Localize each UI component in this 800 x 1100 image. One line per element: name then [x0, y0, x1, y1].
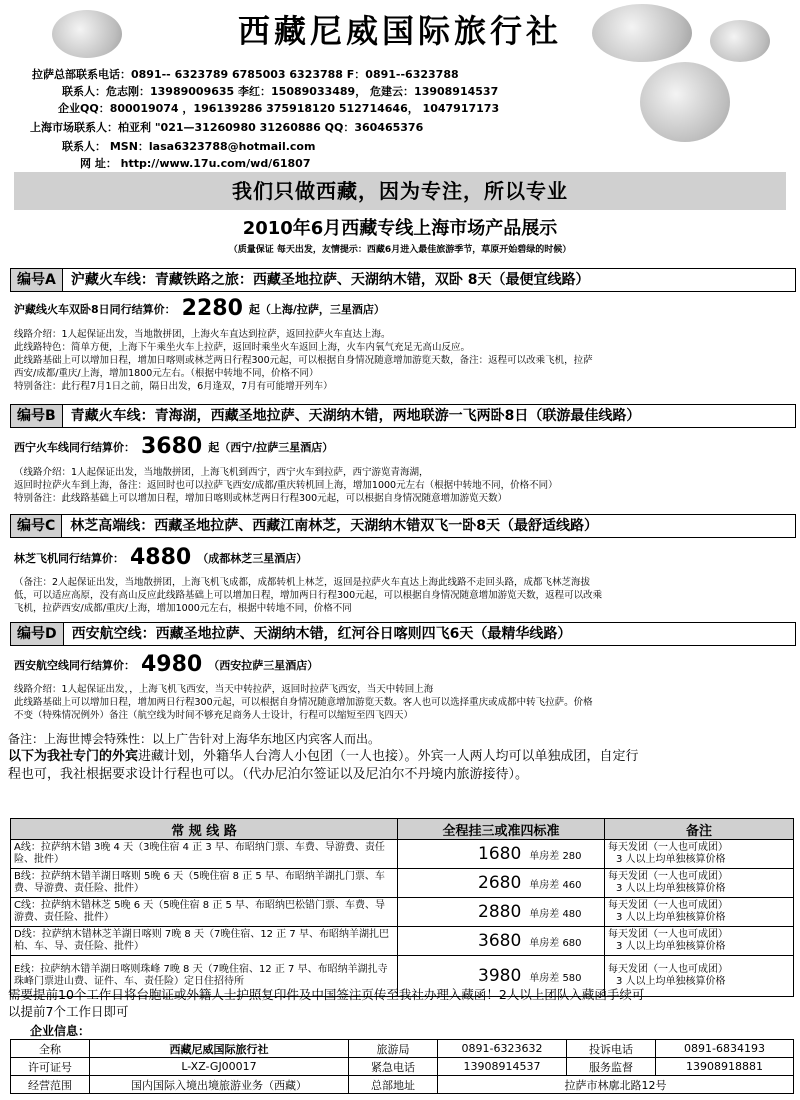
price-label: 西安航空线同行结算价：	[14, 659, 135, 672]
description-line: 线路介绍：1人起保证出发，，上海飞机飞西安，当天中转拉萨，返回时拉萨飞西安，当天中转回上海	[14, 684, 434, 695]
company-row	[11, 1040, 794, 1058]
section-title: 西安航空线：西藏圣地拉萨、天湖纳木错，红河谷日喀则四飞6天（最精华线路）	[71, 626, 572, 642]
note-line: 每天发团（一人也可成团）	[608, 871, 728, 882]
price-label: 沪藏线火车双卧8日同行结算价：	[14, 303, 176, 316]
single-supplement: 单房差 580	[529, 973, 582, 984]
section-header-c	[10, 514, 796, 538]
section-description-d	[14, 683, 790, 722]
field-value: 西藏尼威国际旅行社	[90, 1040, 349, 1058]
price-line-d	[14, 652, 318, 677]
company-heading: 企业信息：	[30, 1024, 91, 1038]
column-header: 备注	[605, 819, 794, 840]
note-cell	[605, 840, 794, 869]
price-value: 4880	[130, 545, 192, 570]
price-cell	[398, 869, 605, 898]
section-title: 青藏火车线：青海湖，西藏圣地拉萨、天湖纳木错，两地联游一飞两卧8日（联游最佳线路）	[70, 408, 641, 424]
description-line: 此线路基础上可以增加日程，增加日喀则或林芝两日行程300元起，可以根据自身情况随意增加游览天数，备注：返程可以改乘飞机，拉萨	[14, 355, 593, 366]
section-title: 林芝高端线：西藏圣地拉萨、西藏江南林芝，天湖纳木错双飞一卧8天（最舒适线路）	[70, 518, 599, 534]
company-info-table	[10, 1039, 794, 1094]
foreign-lead: 以下为我社专门的外宾	[8, 749, 139, 764]
price-note: （成都林芝三星酒店）	[197, 552, 308, 565]
price-value: 4980	[141, 652, 203, 677]
single-supplement: 单房差 460	[529, 880, 582, 891]
column-header: 全程挂三或准四标准	[398, 819, 605, 840]
visa-note-line: 以提前7个工作日即可	[8, 1004, 129, 1019]
note-line: 每天发团（一人也可成团）	[608, 929, 728, 940]
foreign-text: 进藏计划，外籍华人台湾人小包团（一人也接）。外宾一人两人均可以单独成团，自定行	[138, 749, 639, 764]
header	[0, 0, 800, 170]
note-line: 每天发团（一人也可成团）	[608, 964, 728, 975]
price-value: 3680	[141, 434, 203, 459]
visa-note	[8, 986, 792, 1020]
section-description-a	[14, 328, 790, 393]
field-label: 全称	[11, 1040, 90, 1058]
contact-line: 联系人：危志刚：13989009635 李红：15089033489， 危建云：13908914537	[62, 85, 499, 98]
field-value: 0891-6834193	[656, 1040, 794, 1058]
description-line: （备注：2人起保证出发，当地散拼团，上海飞机飞成都，成都转机上林芝，返回是拉萨火车直达上海此线路不走回头路，成都飞林芝海拔	[14, 577, 591, 588]
description-line: 特别备注：此行程7月1日之前，隔日出发，6月逢双，7月有可能增开列车）	[14, 381, 333, 392]
price-value: 2280	[181, 296, 243, 321]
note-line: 3 人以上均单独核算价格	[616, 854, 726, 865]
single-supplement: 单房差 480	[529, 909, 582, 920]
section-header-a	[10, 268, 796, 292]
field-value: 拉萨市林廓北路12号	[438, 1076, 794, 1094]
section-description-b	[14, 466, 790, 505]
field-label: 投诉电话	[567, 1040, 656, 1058]
contact-line: 联系人： MSN：lasa6323788@hotmail.com	[62, 140, 316, 153]
table-row	[11, 869, 794, 898]
field-value: 国内国际入境出境旅游业务（西藏）	[90, 1076, 349, 1094]
page-subtitle: 2010年6月西藏专线上海市场产品展示	[242, 218, 558, 239]
expo-note: 备注：上海世博会特殊性：以上广告针对上海华东地区内宾客人而出。	[8, 732, 381, 746]
route-cell: A线：拉萨纳木错 3晚 4 天（3晚住宿 4 正 3 早、布昭纳门票、车费、导游费、责任险、批件）	[11, 840, 398, 869]
note-line: 每天发团（一人也可成团）	[608, 842, 728, 853]
quality-note: （质量保证 每天出发，友情提示：西藏6月进入最佳旅游季节，草原开始碧绿的时候）	[228, 245, 572, 255]
price-line-c	[14, 545, 307, 570]
section-title: 沪藏火车线：青藏铁路之旅：西藏圣地拉萨、天湖纳木错，双卧 8天（最便宜线路）	[70, 272, 590, 288]
route-price: 2680	[478, 873, 522, 893]
description-line: 飞机，拉萨西安/成都/重庆/上海，增加1000元左右，根据中转地不同，价格不同	[14, 603, 352, 614]
price-note: 起（西宁/拉萨三星酒店）	[208, 441, 334, 454]
foreign-guest-plan	[8, 748, 792, 784]
price-note: 起（上海/拉萨，三星酒店）	[248, 303, 385, 316]
section-description-c	[14, 576, 790, 615]
description-line: 此线路特色：简单方便，上海下午乘坐火车上拉萨，返回时乘坐火车返回上海，火车内氧气充足无高山反应。	[14, 342, 471, 353]
route-price: 3980	[478, 966, 522, 986]
price-cell	[398, 840, 605, 869]
routes-table	[10, 818, 794, 997]
note-line: 3 人以上均单独核算价格	[616, 912, 726, 923]
route-price: 1680	[478, 844, 522, 864]
description-line: 西安/成都/重庆/上海，增加1800元左右。（根据中转地不同，价格不同）	[14, 368, 319, 379]
foreign-text: 程也可，我社根据要求设计行程也可以。（代办尼泊尔签证以及尼泊尔不丹境内旅游接待）。	[8, 767, 529, 782]
description-line: 返回时拉萨火车到上海，备注：返回时也可以拉萨飞西安/成都/重庆转机回上海，增加1000元左右（根据中转地不同，价格不同）	[14, 480, 558, 491]
section-code: 编号D	[11, 623, 64, 645]
visa-note-line: 需要提前10个工作日将台胞证或外籍人士护照复印件及中国签注页传至我社办理入藏函！2人以上团队入藏函手续可	[8, 987, 645, 1002]
website-line: 网 址： http://www.17u.com/wd/61807	[80, 157, 311, 170]
lantern-decoration	[640, 62, 730, 142]
section-code: 编号C	[11, 515, 62, 537]
route-cell: B线：拉萨纳木错羊湖日喀则 5晚 6 天（5晚住宿 8 正 5 早、布昭纳羊湖扎门票、车费、导游费、责任险、批件）	[11, 869, 398, 898]
note-line: 3 人以上均单独核算价格	[616, 976, 726, 987]
price-label: 林芝飞机同行结算价：	[14, 552, 124, 565]
field-label: 服务监督	[567, 1058, 656, 1076]
price-line-b	[14, 434, 333, 459]
route-cell: E线：拉萨纳木错羊湖日喀则珠峰 7晚 8 天（7晚住宿、12 正 7 早、布昭纳羊湖扎寺珠峰门票进山费、证件、车、责任险）定日住招待所	[11, 956, 398, 997]
field-label: 许可证号	[11, 1058, 90, 1076]
field-value: 13908914537	[438, 1058, 567, 1076]
section-code: 编号A	[11, 269, 63, 291]
field-label: 总部地址	[349, 1076, 438, 1094]
note-line: 每天发团（一人也可成团）	[608, 900, 728, 911]
price-note: （西安拉萨三星酒店）	[208, 659, 319, 672]
field-value: 13908918881	[656, 1058, 794, 1076]
price-line-a	[14, 296, 385, 321]
price-cell	[398, 927, 605, 956]
table-row	[11, 840, 794, 869]
description-line: 此线路基础上可以增加日程，增加两日行程300元起，可以根据自身情况随意增加游览天数。客人也可以选择重庆或成都中转飞拉萨。价格	[14, 697, 593, 708]
route-price: 3680	[478, 931, 522, 951]
table-row	[11, 927, 794, 956]
route-cell: D线：拉萨纳木错林芝羊湖日喀则 7晚 8 天（7晚住宿、12 正 7 早、布昭纳羊湖扎巴柏、车、导、责任险、批件）	[11, 927, 398, 956]
slogan-banner: 我们只做西藏，因为专注，所以专业	[14, 172, 786, 210]
price-label: 西宁火车线同行结算价：	[14, 441, 135, 454]
note-cell	[605, 927, 794, 956]
description-line: 不变（特殊情况例外）备注（航空线为时间不够充足商务人士设计，行程可以缩短至四飞四天）	[14, 710, 414, 721]
company-row	[11, 1058, 794, 1076]
table-header-row	[11, 819, 794, 840]
contact-line: 上海市场联系人：柏亚利 "021—31260980 31260886 QQ：360465376	[30, 121, 424, 134]
company-row	[11, 1076, 794, 1094]
contact-line: 拉萨总部联系电话：0891-- 6323789 6785003 6323788 F：0891--6323788	[32, 68, 459, 81]
field-label: 经营范围	[11, 1076, 90, 1094]
field-value: L-XZ-GJ00017	[90, 1058, 349, 1076]
note-line: 3 人以上均单独核算价格	[616, 883, 726, 894]
single-supplement: 单房差 680	[529, 938, 582, 949]
agency-title: 西藏尼威国际旅行社	[237, 12, 562, 50]
section-header-b	[10, 404, 796, 428]
section-code: 编号B	[11, 405, 63, 427]
note-cell	[605, 869, 794, 898]
field-label: 旅游局	[349, 1040, 438, 1058]
description-line: 线路介绍：1人起保证出发，当地散拼团，上海火车直达到拉萨，返回拉萨火车直达上海。	[14, 329, 391, 340]
price-cell	[398, 898, 605, 927]
route-cell: C线：拉萨纳木错林芝 5晚 6 天（5晚住宿 8 正 5 早、布昭纳巴松错门票、车费、导游费、责任险、批件）	[11, 898, 398, 927]
description-line: （线路介绍：1人起保证出发，当地散拼团，上海飞机到西宁，西宁火车到拉萨，西宁游览青海湖，	[14, 467, 429, 478]
note-cell	[605, 898, 794, 927]
column-header: 常 规 线 路	[11, 819, 398, 840]
note-line: 3 人以上均单独核算价格	[616, 941, 726, 952]
contact-line: 企业QQ：800019074 ，196139286 375918120 512714646， 1047917173	[58, 102, 500, 115]
table-row	[11, 898, 794, 927]
description-line: 低，可以适应高原，没有高山反应此线路基础上可以增加日程，增加两日行程300元起，可以根据自身情况随意增加游览天数，返程可以改乘	[14, 590, 603, 601]
section-header-d	[10, 622, 796, 646]
description-line: 特别备注：此线路基础上可以增加日程，增加日喀则或林芝两日行程300元起，可以根据自身情况随意增加游览天数）	[14, 493, 508, 504]
field-label: 紧急电话	[349, 1058, 438, 1076]
single-supplement: 单房差 280	[529, 851, 582, 862]
route-price: 2880	[478, 902, 522, 922]
field-value: 0891-6323632	[438, 1040, 567, 1058]
